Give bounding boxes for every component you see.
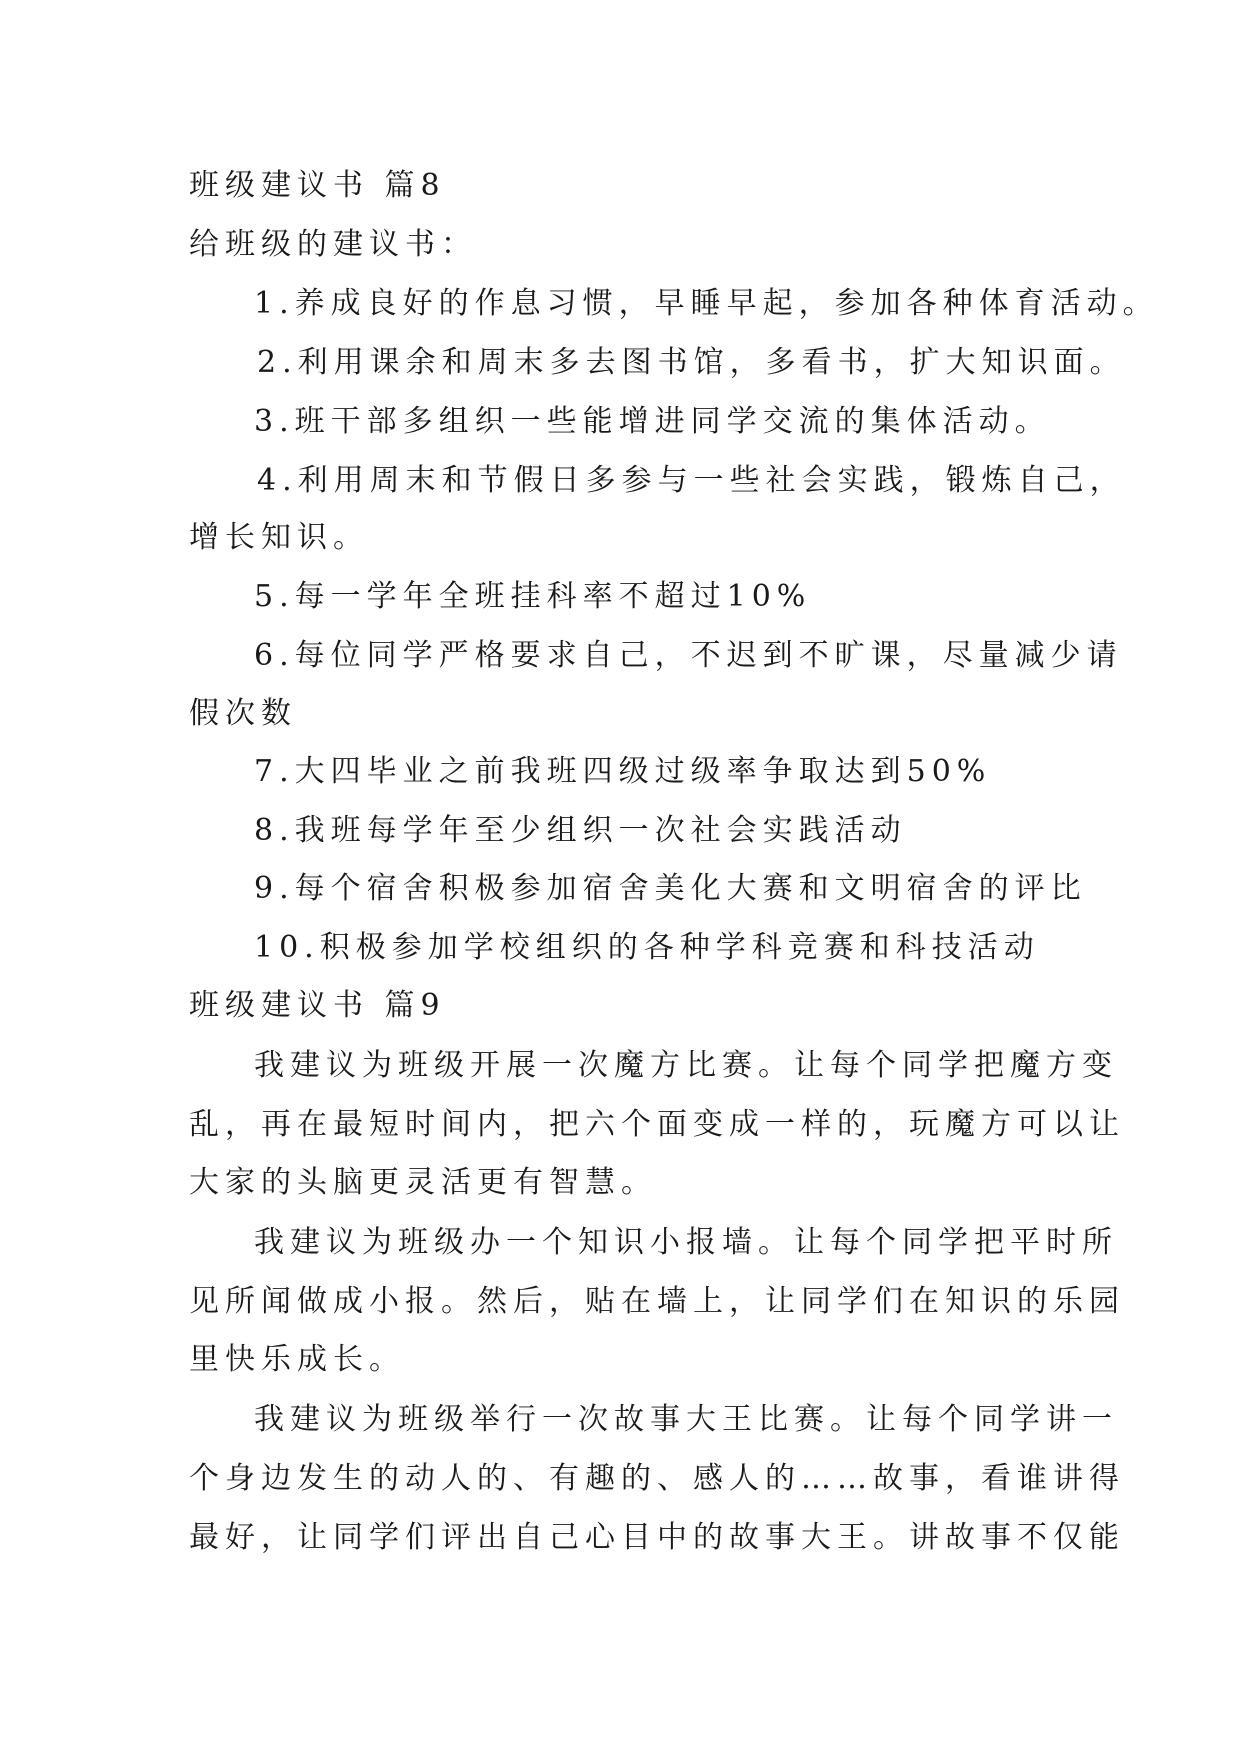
suggestion-item-4-continued: 增长知识。 <box>189 520 369 555</box>
suggestion-item-5: 5.每一学年全班挂科率不超过10% <box>254 579 812 614</box>
suggestion-item-4: 4.利用周末和节假日多参与一些社会实践，锻炼自己， <box>257 463 1126 498</box>
suggestion-item-3: 3.班干部多组织一些能增进同学交流的集体活动。 <box>254 404 1051 439</box>
paragraph-line: 我建议为班级办一个知识小报墙。让每个同学把平时所 <box>254 1225 1118 1260</box>
section-8-intro: 给班级的建议书： <box>189 227 477 262</box>
paragraph-line: 最好，让同学们评出自己心目中的故事大王。讲故事不仅能 <box>189 1520 1125 1555</box>
section-9-title: 班级建议书 篇9 <box>189 988 446 1023</box>
paragraph-line: 大家的头脑更灵活更有智慧。 <box>189 1165 657 1200</box>
paragraph-line: 个身边发生的动人的、有趣的、感人的……故事，看谁讲得 <box>189 1461 1125 1496</box>
paragraph-line: 见所闻做成小报。然后，贴在墙上，让同学们在知识的乐园 <box>189 1284 1125 1319</box>
suggestion-item-6: 6.每位同学严格要求自己，不迟到不旷课，尽量减少请 <box>254 638 1123 673</box>
suggestion-item-9: 9.每个宿舍积极参加宿舍美化大赛和文明宿舍的评比 <box>254 871 1087 906</box>
suggestion-item-1: 1.养成良好的作息习惯，早睡早起，参加各种体育活动。 <box>254 286 1159 321</box>
suggestion-item-10: 10.积极参加学校组织的各种学科竞赛和科技活动 <box>254 930 1040 965</box>
paragraph-line: 我建议为班级开展一次魔方比赛。让每个同学把魔方变 <box>254 1048 1118 1083</box>
paragraph-line: 我建议为班级举行一次故事大王比赛。让每个同学讲一 <box>254 1402 1118 1437</box>
suggestion-item-6-continued: 假次数 <box>189 696 297 731</box>
paragraph-line: 里快乐成长。 <box>189 1342 405 1377</box>
suggestion-item-8: 8.我班每学年至少组织一次社会实践活动 <box>254 813 907 848</box>
section-8-title: 班级建议书 篇8 <box>189 168 446 203</box>
suggestion-item-2: 2.利用课余和周末多去图书馆，多看书，扩大知识面。 <box>257 345 1126 380</box>
paragraph-line: 乱，再在最短时间内，把六个面变成一样的，玩魔方可以让 <box>189 1107 1125 1142</box>
suggestion-item-7: 7.大四毕业之前我班四级过级率争取达到50% <box>254 754 992 789</box>
